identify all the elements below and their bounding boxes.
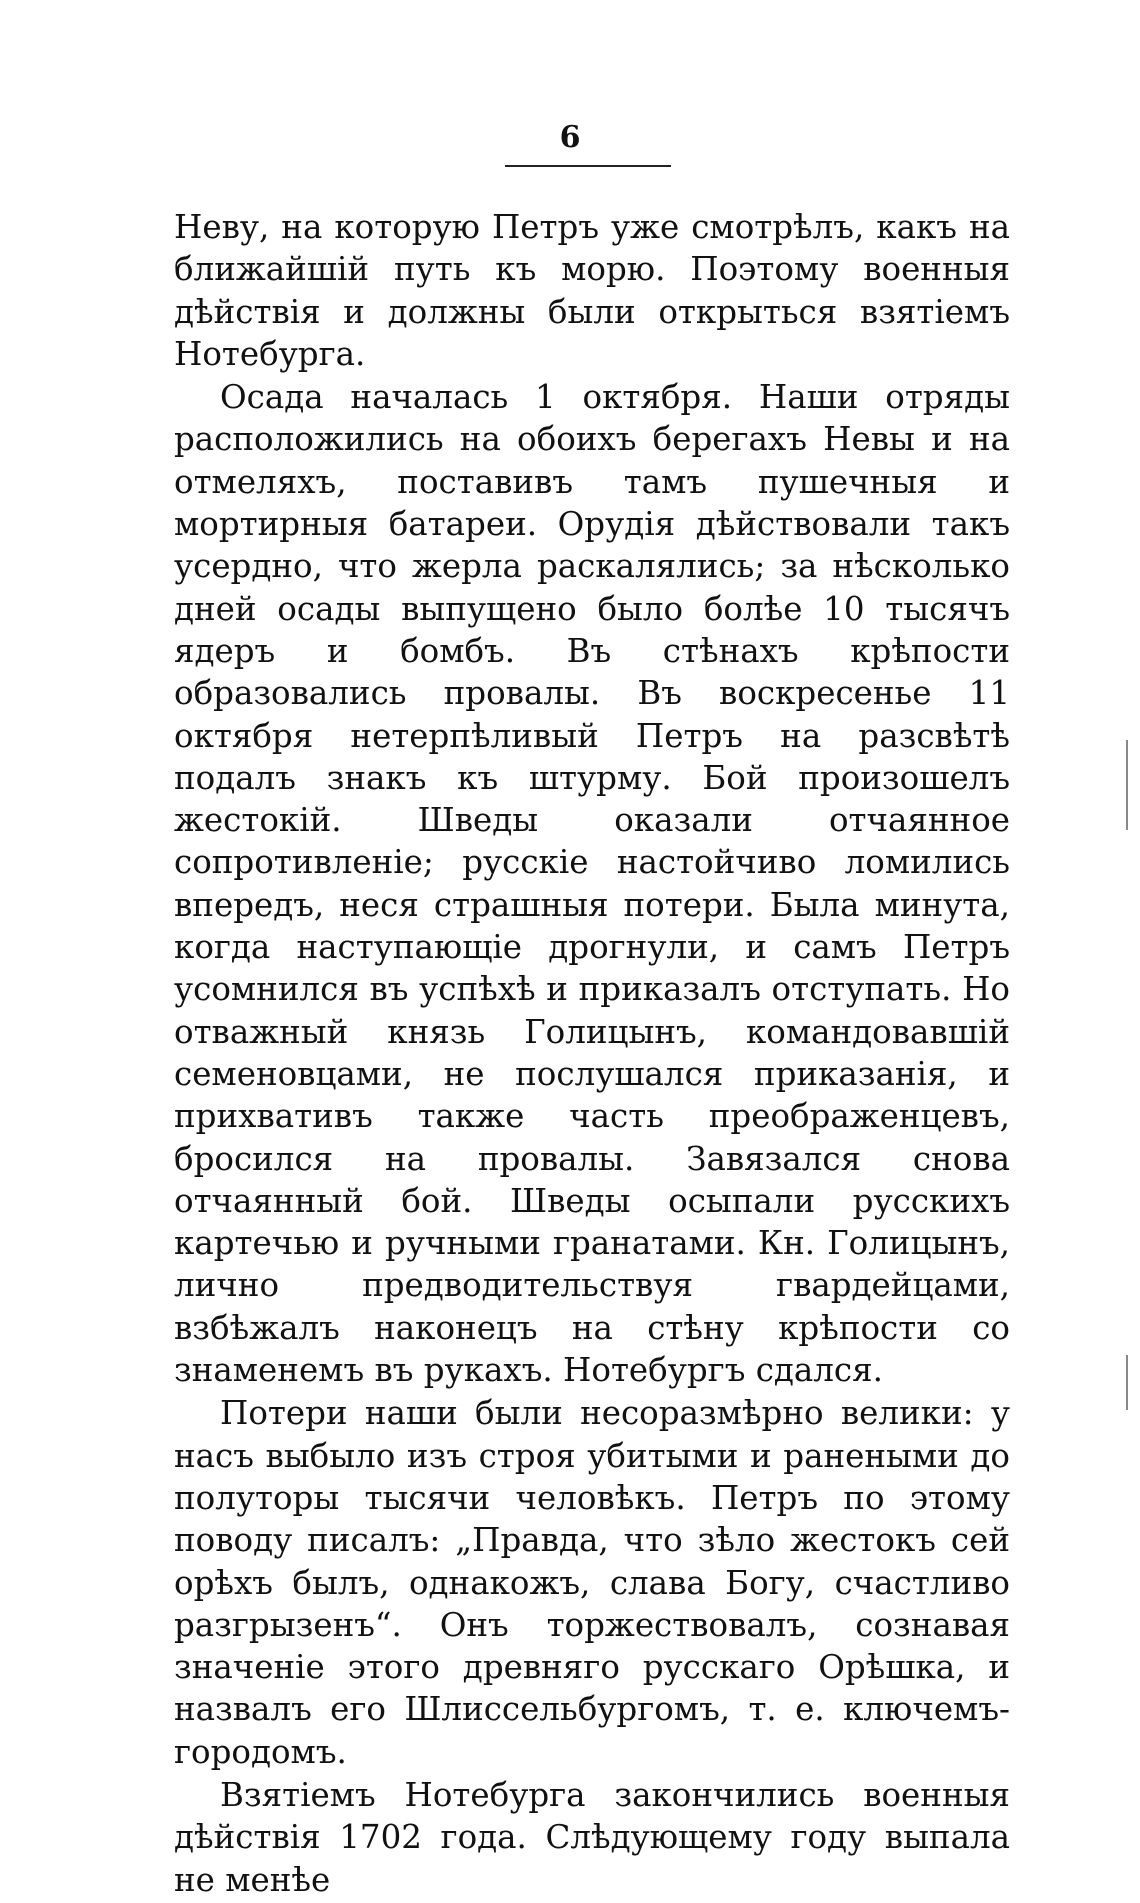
scan-edge-mark [1126, 1355, 1128, 1410]
paragraph-siege: Осада началась 1 октября. Наши отряды расположились на обоихъ берегахъ Невы и на отмеляхъ, поставивъ тамъ пушечныя и мортирныя батареи. Орудія дѣйствовали такъ усердно, что жерла раскалялись; за нѣсколько дней осады выпущено было болѣе 10 тысячъ ядеръ и бомбъ. Въ стѣнахъ крѣпости образовались провалы. Въ воскресенье 11 октября нетерпѣливый Петръ на разсвѣтѣ подалъ знакъ къ штурму. Бой произошелъ жестокій. Шведы оказали отчаянное сопротивленіе; русскіе настойчиво ломились впередъ, неся страшныя потери. Была минута, когда наступающіе дрогнули, и самъ Петръ усомнился въ успѣхѣ и приказалъ отступать. Но отважный князь Голицынъ, командовавшій семеновцами, не послушался приказанія, и прихвативъ также часть преображенцевъ, бросился на провалы. Завязался снова отчаянный бой. Шведы осыпали русскихъ картечью и ручными гранатами. Кн. Голицынъ, лично предводительствуя гвардейцами, взбѣжалъ наконецъ на стѣну крѣпости со знаменемъ въ рукахъ. Нотебургъ сдался. [174, 378, 1010, 1390]
paragraph-continuation: Неву, на которую Петръ уже смотрѣлъ, какъ на ближайшій путь къ морю. Поэтому военныя дѣйствія и должны были открыться взятіемъ Нотебурга. [174, 208, 1010, 373]
scan-edge-mark [1126, 740, 1128, 830]
paragraph-losses: Потери наши были несоразмѣрно велики: у насъ выбыло изъ строя убитыми и ранеными до полуторы тысячи человѣкъ. Петръ по этому поводу писалъ: „Правда, что зѣло жестокъ сей орѣхъ былъ, однакожъ, слава Богу, счастливо разгрызенъ“. Онъ торжествовалъ, сознавая значеніе этого древняго русскаго Орѣшка, и назвалъ его Шлиссельбургомъ, т. е. ключемъ-городомъ. [174, 1394, 1010, 1771]
paragraph-conclusion: Взятіемъ Нотебурга закончились военныя дѣйствія 1702 года. Слѣдующему году выпала не менѣе [174, 1775, 1010, 1899]
page-number-rule [505, 165, 671, 167]
page-number: 6 [559, 120, 581, 155]
body-text [174, 206, 1010, 1902]
